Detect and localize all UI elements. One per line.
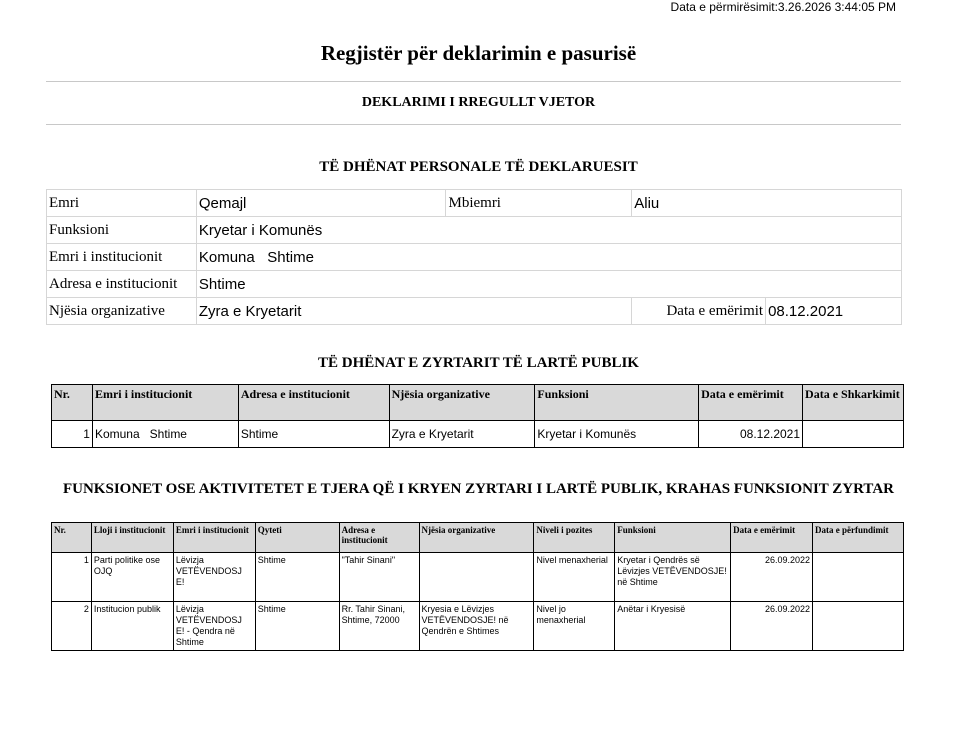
column-header: Funksioni bbox=[615, 523, 731, 553]
official-section-title: TË DHËNAT E ZYRTARIT TË LARTË PUBLIK bbox=[318, 355, 639, 371]
column-header: Data e emërimit bbox=[699, 385, 803, 421]
table-header-row bbox=[52, 523, 904, 553]
column-header: Lloji i institucionit bbox=[91, 523, 173, 553]
institution-row bbox=[47, 244, 902, 271]
table-cell: Shtime bbox=[255, 553, 339, 602]
column-header: Niveli i pozites bbox=[534, 523, 615, 553]
official-data-table bbox=[51, 384, 904, 448]
appointment-date-label: Data e emërimit bbox=[632, 298, 766, 325]
table-cell: Lëvizja VETËVENDOSJ E! - Qendra në Shtime bbox=[173, 602, 255, 651]
declaration-type: DEKLARIMI I RREGULLT VJETOR bbox=[361, 95, 596, 110]
institution-label: Emri i institucionit bbox=[47, 244, 197, 271]
table-header-row bbox=[52, 385, 904, 421]
function-label: Funksioni bbox=[47, 217, 197, 244]
divider-bottom bbox=[46, 124, 901, 125]
table-cell: 26.09.2022 bbox=[731, 602, 813, 651]
last-name-value: Aliu bbox=[632, 190, 902, 217]
first-name-label: Emri bbox=[47, 190, 197, 217]
table-row bbox=[52, 553, 904, 602]
address-row bbox=[47, 271, 902, 298]
table-cell: Zyra e Kryetarit bbox=[389, 421, 535, 448]
address-label: Adresa e institucionit bbox=[47, 271, 197, 298]
table-row bbox=[52, 602, 904, 651]
table-row bbox=[52, 421, 904, 448]
column-header: Nr. bbox=[52, 523, 92, 553]
page-title: Regjistër për deklarimin e pasurisë bbox=[320, 41, 637, 65]
table-cell: Rr. Tahir Sinani, Shtime, 72000 bbox=[339, 602, 419, 651]
appointment-date-value: 08.12.2021 bbox=[766, 298, 902, 325]
personal-section-title: TË DHËNAT PERSONALE TË DEKLARUESIT bbox=[319, 159, 638, 175]
table-cell: Lëvizja VETËVENDOSJ E! bbox=[173, 553, 255, 602]
table-cell bbox=[813, 602, 904, 651]
org-unit-label: Njësia organizative bbox=[47, 298, 197, 325]
org-unit-value: Zyra e Kryetarit bbox=[196, 298, 631, 325]
table-cell: Parti politike ose OJQ bbox=[91, 553, 173, 602]
table-cell: 2 bbox=[52, 602, 92, 651]
column-header: Data e përfundimit bbox=[813, 523, 904, 553]
divider-top bbox=[46, 81, 901, 82]
table-cell: Shtime bbox=[238, 421, 389, 448]
update-date: Data e përmirësimit:3.26.2026 3:44:05 PM bbox=[670, 0, 896, 14]
column-header: Data e Shkarkimit bbox=[803, 385, 904, 421]
personal-data-table bbox=[46, 189, 902, 325]
table-cell bbox=[813, 553, 904, 602]
column-header: Nr. bbox=[52, 385, 93, 421]
table-cell: Shtime bbox=[255, 602, 339, 651]
first-name-row bbox=[47, 190, 902, 217]
table-cell: Kryesia e Lëvizjes VETËVENDOSJE! në Qendrën e Shtimes bbox=[419, 602, 534, 651]
other-functions-section-title: FUNKSIONET OSE AKTIVITETET E TJERA QË I KRYEN ZYRTARI I LARTË PUBLIK, KRAHAS FUNKSIONIT ZYRTAR bbox=[62, 481, 894, 497]
function-row bbox=[47, 217, 902, 244]
column-header: Njësia organizative bbox=[389, 385, 535, 421]
institution-value: Komuna Shtime bbox=[196, 244, 901, 271]
column-header: Qyteti bbox=[255, 523, 339, 553]
table-cell: 08.12.2021 bbox=[699, 421, 803, 448]
table-cell: Nivel jo menaxherial bbox=[534, 602, 615, 651]
first-name-value: Qemajl bbox=[196, 190, 446, 217]
table-cell: Kryetar i Komunës bbox=[535, 421, 699, 448]
column-header: Data e emërimit bbox=[731, 523, 813, 553]
function-value: Kryetar i Komunës bbox=[196, 217, 901, 244]
other-functions-table bbox=[51, 522, 904, 651]
last-name-label: Mbiemri bbox=[446, 190, 632, 217]
table-cell: Institucion publik bbox=[91, 602, 173, 651]
table-cell: Kryetar i Qendrës së Lëvizjes VETËVENDOSJE! në Shtime bbox=[615, 553, 731, 602]
table-cell: 1 bbox=[52, 553, 92, 602]
table-cell: 26.09.2022 bbox=[731, 553, 813, 602]
table-cell: "Tahir Sinani" bbox=[339, 553, 419, 602]
table-cell bbox=[419, 553, 534, 602]
column-header: Funksioni bbox=[535, 385, 699, 421]
table-cell bbox=[803, 421, 904, 448]
column-header: Emri i institucionit bbox=[173, 523, 255, 553]
column-header: Adresa e institucionit bbox=[238, 385, 389, 421]
column-header: Emri i institucionit bbox=[92, 385, 238, 421]
column-header: Njësia organizative bbox=[419, 523, 534, 553]
address-value: Shtime bbox=[196, 271, 901, 298]
org-unit-row bbox=[47, 298, 902, 325]
column-header: Adresa e institucionit bbox=[339, 523, 419, 553]
table-cell: Komuna Shtime bbox=[92, 421, 238, 448]
table-cell: Nivel menaxherial bbox=[534, 553, 615, 602]
table-cell: 1 bbox=[52, 421, 93, 448]
table-cell: Anëtar i Kryesisë bbox=[615, 602, 731, 651]
